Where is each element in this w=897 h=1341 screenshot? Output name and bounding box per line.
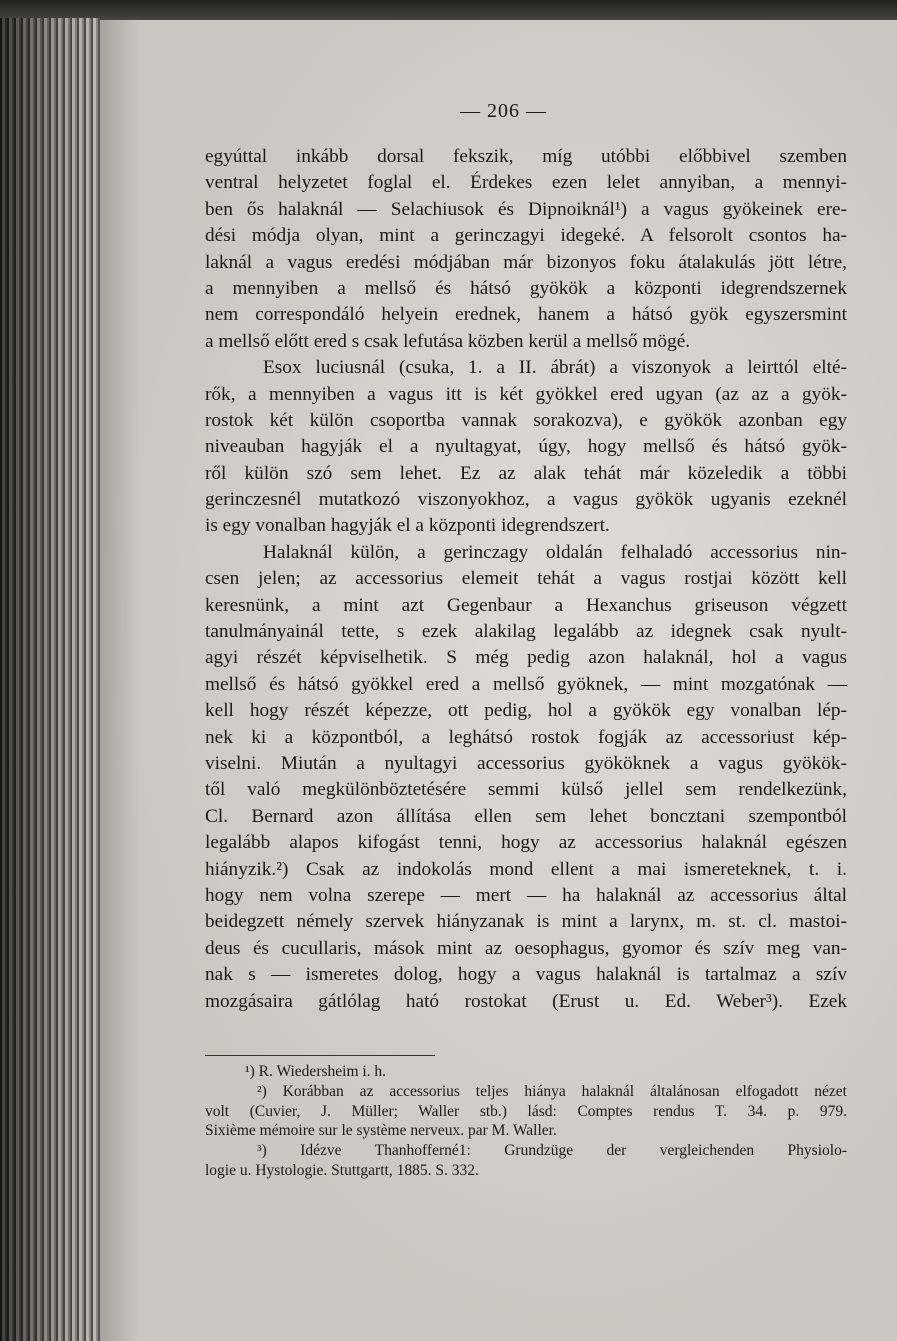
scan-top-edge (0, 0, 897, 22)
text-line: beidegzett némely szervek hiányzanak is mint a larynx, m. st. cl. mastoi- (205, 911, 847, 933)
text-line: nak s — ismeretes dolog, hogy a vagus halaknál is tartalmaz a szív (205, 964, 847, 986)
text-line: től való megkülönböztetésére semmi külső jellel sem rendelkezünk, (205, 779, 847, 801)
text-line: kell hogy részét képezze, ott pedig, hol a gyökök egy vonalban lép- (205, 700, 847, 722)
text-line: Halaknál külön, a gerinczagy oldalán felhaladó accessorius nin- (263, 541, 847, 563)
footnote-line: logie u. Hystologie. Stuttgartt, 1885. S. 332. (205, 1161, 479, 1179)
text-line: mellső és hátsó gyökkel ered a mellső gyöknek, — mint mozgatónak — (205, 673, 847, 695)
text-line: hiányzik.²) Csak az indokolás mond ellent a mai ismereteknek, t. i. (205, 858, 847, 880)
text-line: egyúttal inkább dorsal fekszik, míg utóbbi előbbivel szemben (205, 146, 847, 167)
footnote-line: ¹) R. Wiedersheim i. h. (245, 1063, 387, 1080)
text-line: Esox luciusnál (csuka, 1. a II. ábrát) a viszonyok a leirttól elté- (263, 357, 847, 379)
footnote-line: Sixième mémoire sur le système nerveux. par M. Waller. (205, 1122, 557, 1140)
text-line: is egy vonalban hagyják el a központi idegrendszert. (205, 515, 610, 537)
text-line: laknál a vagus eredési módjában már bizonyos foku átalakulás jött létre, (205, 251, 847, 273)
text-line: tanulmányainál tette, s ezek alakilag legalább az idegnek csak nyult- (205, 621, 847, 643)
text-line: nem correspondáló helyein erednek, hanem a hátsó gyök egyszersmint (205, 304, 847, 326)
footnote-divider (205, 1055, 435, 1056)
footnotes (205, 1062, 847, 1181)
text-line: a mennyiben a mellső és hátsó gyökök a központi idegrendszernek (205, 277, 847, 299)
text-line: niveauban hagyják el a nyultagyat, úgy, hogy mellső és hátsó gyök- (205, 436, 847, 458)
text-line: csen jelen; az accessorius elemeit tehát a vagus rostjai között kell (205, 568, 847, 590)
text-line: Cl. Bernard azon állítása ellen sem lehet boncztani szempontból (205, 805, 847, 827)
text-line: rostok két külön csoportba vannak sorakozva), e gyökök azonban egy (205, 409, 847, 431)
footnote-line: volt (Cuvier, J. Müller; Waller stb.) lásd: Comptes rendus T. 34. p. 979. (205, 1102, 847, 1120)
text-line: ventral helyzetet foglal el. Érdekes ezen lelet annyiban, a mennyi- (205, 172, 847, 194)
text-line: viselni. Miután a nyultagyi accessorius gyököknek a vagus gyökök- (205, 752, 847, 774)
text-line: mozgásaira gátlólag ható rostokat (Erust u. Ed. Weber³). Ezek (205, 990, 847, 1012)
body-text (205, 144, 847, 1015)
footnote-line: ²) Korábban az accessorius teljes hiánya halaknál általánosan elfogadott nézet (257, 1082, 847, 1100)
text-line: dési módja olyan, mint a gerinczagyi idegeké. A felsorolt csontos ha- (205, 225, 847, 247)
text-line: deus és cucullaris, mások mint az oesophagus, gyomor és szív meg van- (205, 937, 847, 959)
text-line: gerinczesnél mutatkozó viszonyokhoz, a vagus gyökök ugyanis ezeknél (205, 489, 847, 511)
footnote-line: ³) Idézve Thanhofferné1: Grundzüge der vergleichenden Physiolo- (257, 1142, 847, 1160)
page-number: — 206 — (460, 100, 547, 122)
text-line: legalább alapos kifogást tenni, hogy az accessorius halaknál egészen (205, 832, 847, 854)
text-line: a mellső előtt ered s csak lefutása közben kerül a mellső mögé. (205, 330, 691, 352)
text-line: keresnünk, a mint azt Gegenbaur a Hexanchus griseuson végzett (205, 594, 847, 616)
text-line: nek ki a központból, a leghátsó rostok fogják az accessoriust kép- (205, 726, 847, 748)
text-line: hogy nem volna szerepe — mert — ha halaknál az accessorius által (205, 884, 847, 906)
book-binding-edge (0, 18, 100, 1341)
text-line: ről külön szó sem lehet. Ez az alak tehát már közeledik a többi (205, 462, 847, 484)
text-line: agyi részét képviselhetik. S még pedig azon halaknál, hol a vagus (205, 647, 847, 669)
text-line: rők, a mennyiben a vagus itt is két gyökkel ered ugyan (az az a gyök- (205, 383, 847, 405)
text-line: ben ős halaknál — Selachiusok és Dipnoiknál¹) a vagus gyökeinek ere- (205, 198, 847, 220)
